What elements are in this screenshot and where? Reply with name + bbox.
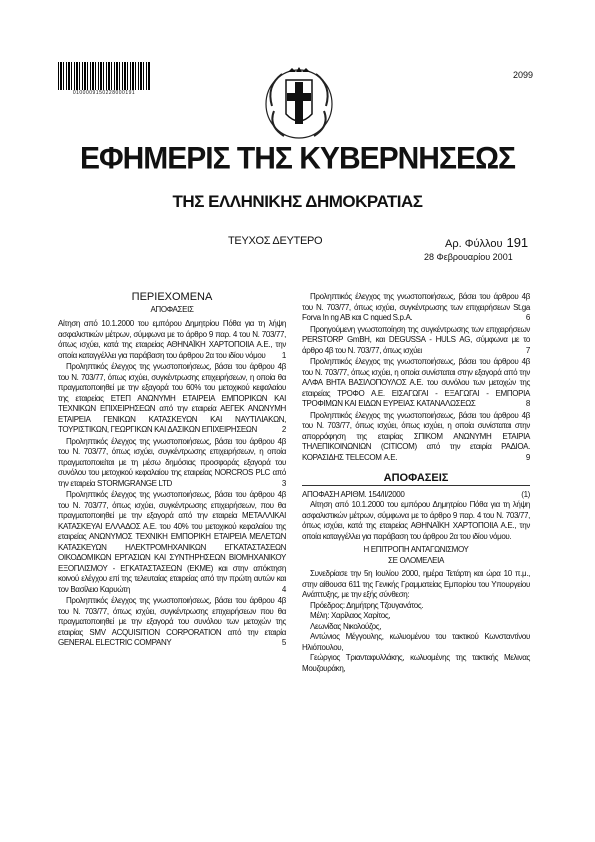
barcode bbox=[58, 62, 150, 90]
entry-page: 9 bbox=[525, 452, 530, 462]
entry-text: Προληπτικός έλεγχος της γνωστοποιήσεως, βάσει του άρθρου 4β του Ν. 703/77, όπως ισχύει, συγκέντρωσης επιχειρήσεων, που θα πραγματοποιηθεί με την εξαγορά από την εταιρεία ΜΕΤΑΛΛΙΚΑΙ ΚΑΤΑΣΚΕΥΑΙ ΕΛΛΑΔΟΣ Α.Ε. του 40% του μετοχικού κεφαλαίου της εταιρείας ΑΝΩΝΥΜΟΣ ΤΕΧΝΙΚΗ ΕΜΠΟΡΙΚΗ ΕΤΑΙΡΕΙΑ ΜΕΛΕΤΩΝ ΚΑΤΑΣΚΕΥΩΝ ΗΛΕΚΤΡΟΜΗΧΑΝΙΚΩΝ ΕΓΚΑΤΑΣΤΑΣΕΩΝ ΟΙΚΟΔΟΜΙΚΩΝ ΕΡΓΑΣΙΩΝ ΚΑΙ ΣΥΝΤΗΡΗΣΕΩΝ ΒΙΟΜΗΧΑΝΙΚΟΥ ΕΞΟΠΛΙΣΜΟΥ - ΕΓΚΑΤΑΣΤΑΣΕΩΝ (ΕΚΜΕ) και στην απόκτηση κοινού ελέγχου επί της τελευταίας εταιρείας από την πρώτη αυτών και τον Βασίλειο Καρυώτη bbox=[58, 490, 286, 594]
entry-page: 1 bbox=[281, 350, 286, 360]
members-line: Μέλη: Χαρίλαος Χαρίτος, bbox=[310, 611, 391, 620]
decision-id: ΑΠΟΦΑΣΗ ΑΡΙΘΜ. 154/II/2000 bbox=[302, 489, 405, 499]
member-line: Γεώργιος Τριανταφυλλάκης, κωλυομένης της τακτικής Μελινας Μουζουράκη, bbox=[302, 653, 530, 673]
entry-text: Προηγούμενη γνωστοποίηση της συγκέντρωσης των επιχειρήσεων PERSTORP GmBH, και DEGUSSA - HULS AG, σύμφωνα με το άρθρο 4β του Ν. 703/77, όπως ισχύει bbox=[302, 324, 530, 355]
entry-text: Προληπτικός έλεγχος της γνωστοποιήσεως, βάσει του άρθρου 4β του Ν. 703/77, όπως ισχύει, η οποία συνίσταται στην εξαγορά από την ΑΛΦΑ ΒΗΤΑ ΒΑΣΙΛΟΠΟΥΛΟΣ Α.Ε. του συνόλου των μετοχών της εταιρείας ΤΡΟΦΟ Α.Ε. ΕΙΣΑΓΩΓΑΙ - ΕΞΑΓΩΓΑΙ - ΕΜΠΟΡΙΑ ΤΡΟΦΙΜΩΝ ΚΑΙ ΕΙΔΩΝ ΕΥΡΕΙΑΣ ΚΑΤΑΝΑΛΩΣΕΩΣ bbox=[302, 357, 530, 408]
contents-entry bbox=[302, 357, 530, 410]
entry-page: 2 bbox=[281, 425, 286, 434]
entry-text: Προληπτικός έλεγχος της γνωστοποιήσεως, βάσει του άρθρου 4β του Ν. 703/77, όπως ισχύει, συγκέντρωσης των επιχειρήσεων St.ga Forva In ng AB και C nqued S.p.A. bbox=[302, 292, 530, 322]
contents-column-right bbox=[302, 292, 530, 674]
entry-text: Προληπτικός έλεγχος της γνωστοποιήσεως, βάσει του άρθρου 4β του Ν. 703/77, όπως ισχύει, συγκέντρωσης επιχειρήσεων που θα πραγματοποιηθεί με την εξαγορά του συνόλου των μετοχών της εταιρίας SMV ACQUISITION CORPORATION από την εταιρία GENERAL ELECTRIC COMPANY bbox=[58, 596, 286, 647]
entry-page: 3 bbox=[281, 478, 286, 488]
page-number: 2099 bbox=[513, 70, 534, 80]
barcode-number: 0100009150228000191 bbox=[72, 90, 136, 96]
entry-text: Προληπτικός έλεγχος της γνωστοποιήσεως, βάσει του άρθρου 4β του Ν. 703/77, όπως ισχύει, όπως ισχύει, η οποία συνίσταται στην απορρόφηση της εταιρίας ΣΠΙΚΟΜ ΑΝΩΝΥΜΗ ΕΤΑΙΡΙΑ ΤΗΛΕΠΙΚΟΙΝΩΝΙΩΝ (CITICOM) από την εταιρία ΡΑΔΙΟΑ. ΚΟΡΑΣΙΔΗΣ TELECOM Α.Ε. bbox=[302, 410, 530, 462]
contents-entry bbox=[58, 362, 286, 436]
contents-entry bbox=[58, 596, 286, 649]
decision-header bbox=[302, 490, 530, 501]
contents-entry bbox=[58, 319, 286, 361]
coat-of-arms-emblem bbox=[264, 66, 334, 140]
entry-text: Προληπτικός έλεγχος της γνωστοποιήσεως, βάσει του άρθρου 4β του Ν. 703/77, όπως ισχύει, συγκέντρωσης επιχειρήσεων, η οποία πραγματοποιείται με τη μέσω δημόσιας προσφοράς εξαγορά του συνόλου του μετοχικού κεφαλαίου της εταιρείας NORCROS PLC από την εταιρεία STORMGRANGE LTD bbox=[58, 436, 286, 488]
decision-summary: Αίτηση από 10.1.2000 του εμπόρου Δημητρίου Πόθα για τη λήψη ασφαλιστικών μέτρων, σύμφωνα με το άρθρο 9 παρ. 4 του Ν. 703/77, όπως ισχύει, κατά της εταιρείας ΑΘΗΝΑΪΚΗ ΧΑΡΤΟΠΟΙΙΑ Α.Ε., την οποία καταγγέλλει για παράβαση του άρθρου 2α του ιδίου νόμου. bbox=[302, 500, 530, 541]
entry-text: Αίτηση από 10.1.2000 του εμπόρου Δημητρίου Πόθα για τη λήψη ασφαλιστικών μέτρων, σύμφωνα με το άρθρο 9 παρ. 4 του Ν. 703/77, όπως ισχύει, κατά της εταιρείας ΑΘΗΝΑΪΚΗ ΧΑΡΤΟΠΟΙΙΑ Α.Ε., την οποία καταγγέλλει για παράβαση του άρθρου 2α του ιδίου νόμου bbox=[58, 319, 286, 360]
entry-page: 5 bbox=[281, 638, 286, 647]
committee-line-2: ΣΕ ΟΛΟΜΕΛΕΙΑ bbox=[387, 555, 445, 565]
president-line: Πρόεδρος: Δημήτρης Τζουγανάτος. bbox=[310, 600, 424, 610]
member-line: Λεωνίδας Νικολούζος, bbox=[310, 621, 382, 631]
meeting-text: Συνεδρίασε την 5η Ιουλίου 2000, ημέρα Τετάρτη και ώρα 10 π.μ., στην αίθουσα 611 της Γενικής Γραμματείας Εμπορίου του Υπουργείου Ανάπτυξης, με την εξής σύνθεση: bbox=[302, 569, 530, 599]
contents-subheading: ΑΠΟΦΑΣΕΙΣ bbox=[150, 304, 194, 314]
entry-text: Προληπτικός έλεγχος της γνωστοποιήσεως, βάσει του άρθρου 4β του Ν. 703/77, όπως ισχύει, συγκέντρωσης επιχειρήσεων, η οποία θα πραγματοποιηθεί με την εξαγορά του 60% του μετοχικού κεφαλαίου της εταιρείας ΕΤΕΠ ΑΝΩΝΥΜΗ ΕΤΑΙΡΕΙΑ ΕΜΠΟΡΙΚΩΝ ΚΑΙ ΤΕΧΝΙΚΩΝ ΕΠΙΧΕΙΡΗΣΕΩΝ από την εταιρεία ΑΕΓΕΚ ΑΝΩΝΥΜΗ ΕΤΑΙΡΕΙΑ ΓΕΝΙΚΩΝ ΚΑΤΑΣΚΕΥΩΝ ΚΑΙ ΝΑΥΤΙΛΙΑΚΩΝ, ΤΟΥΡΙΣΤΙΚΩΝ, ΓΕΩΡΓΙΚΩΝ ΚΑΙ ΔΑΣΙΚΩΝ ΕΠΙΧΕΙΡΗΣΕΩΝ bbox=[58, 362, 286, 434]
entry-page: 7 bbox=[525, 345, 530, 355]
entry-page: 6 bbox=[525, 313, 530, 322]
sheet-label: Αρ. Φύλλου bbox=[445, 238, 503, 250]
contents-entry bbox=[302, 292, 530, 324]
contents-entry bbox=[58, 490, 286, 595]
contents-entry bbox=[302, 411, 530, 464]
member-line: Αντώνιος Μέγγουλης, κωλυομένου του τακτικού Κωνσταντίνου Ηλιόπουλου, bbox=[302, 632, 530, 652]
decision-number: (1) bbox=[521, 489, 530, 499]
decisions-heading: ΑΠΟΦΑΣΕΙΣ bbox=[383, 472, 449, 484]
contents-entry bbox=[58, 437, 286, 490]
entry-page: 8 bbox=[525, 399, 530, 408]
gazette-title: ΕΦΗΜΕΡΙΣ ΤΗΣ ΚΥΒΕΡΝΗΣΕΩΣ bbox=[79, 141, 516, 176]
sheet-number-value: 191 bbox=[506, 235, 529, 250]
issue-date: 28 Φεβρουαρίου 2001 bbox=[424, 252, 513, 262]
divider bbox=[302, 485, 530, 486]
gazette-subtitle: ΤΗΣ ΕΛΛΗΝΙΚΗΣ ΔΗΜΟΚΡΑΤΙΑΣ bbox=[172, 192, 423, 211]
issue-label: ΤΕΥΧΟΣ ΔΕΥΤΕΡΟ bbox=[228, 235, 323, 247]
sheet-number bbox=[445, 235, 528, 250]
contents-column-left bbox=[58, 292, 286, 650]
entry-page: 4 bbox=[281, 584, 286, 594]
contents-heading: ΠΕΡΙΕΧΟΜΕΝΑ bbox=[131, 291, 213, 303]
contents-entry bbox=[302, 325, 530, 357]
committee-line-1: Η ΕΠΙΤΡΟΠΗ ΑΝΤΑΓΩΝΙΣΜΟΥ bbox=[363, 545, 469, 554]
